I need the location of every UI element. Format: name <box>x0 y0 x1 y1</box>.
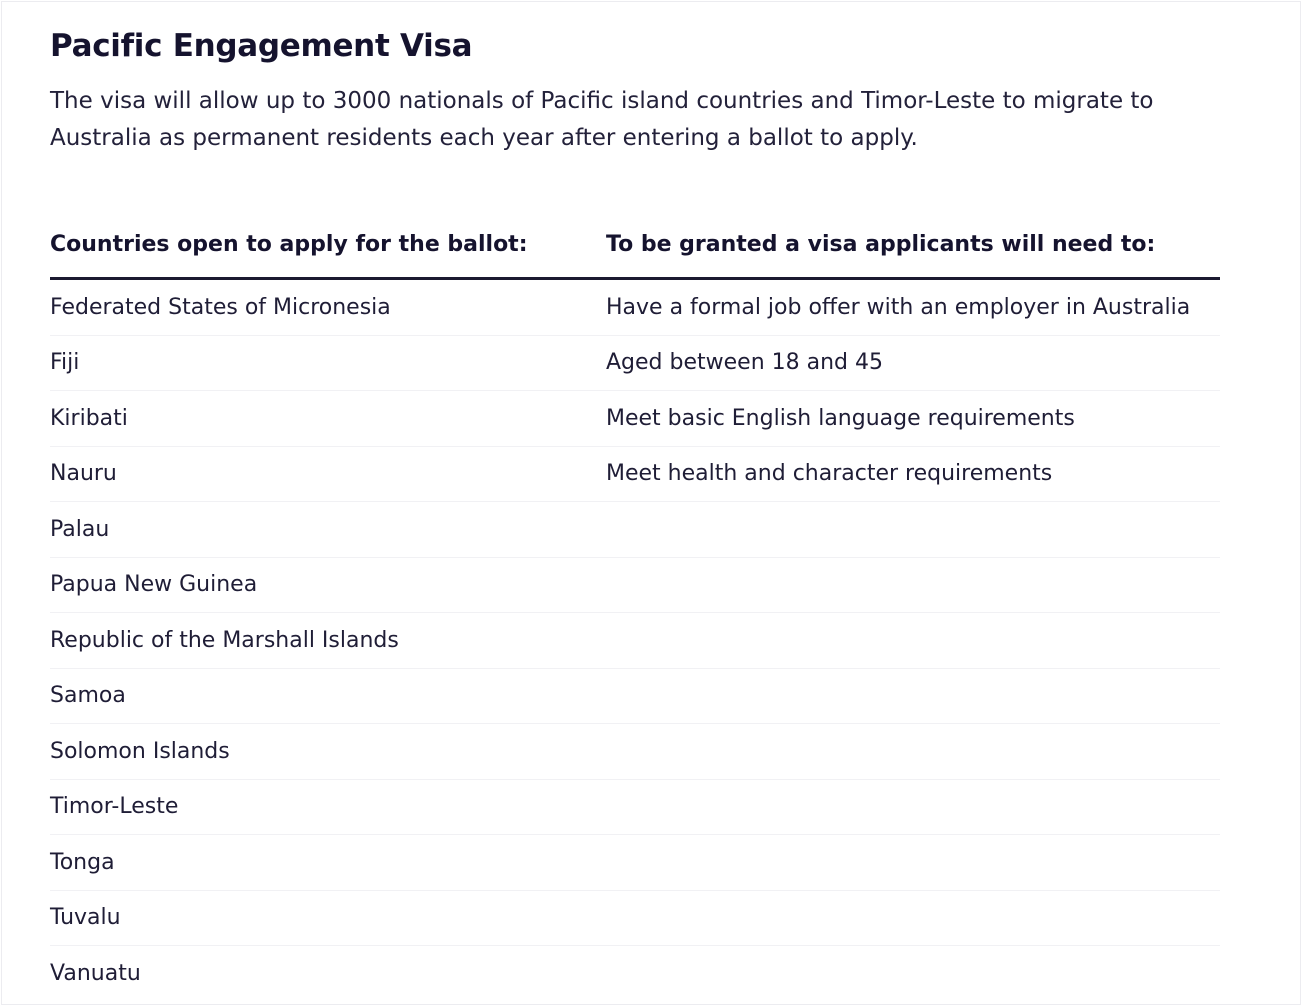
requirement-cell <box>606 668 1220 724</box>
requirement-cell: Meet basic English language requirements <box>606 391 1220 447</box>
requirement-cell <box>606 890 1220 946</box>
table-row <box>50 668 1220 724</box>
requirement-cell: Have a formal job offer with an employer in Australia <box>606 279 1220 336</box>
table-row <box>50 502 1220 558</box>
table-row <box>50 835 1220 891</box>
intro-paragraph: The visa will allow up to 3000 nationals of Pacific island countries and Timor-Leste to migrate to Australia as permanent residents each year after entering a ballot to apply. <box>50 88 1154 151</box>
country-cell: Samoa <box>50 668 606 724</box>
country-cell: Papua New Guinea <box>50 557 606 613</box>
requirement-cell <box>606 946 1220 1001</box>
header-row <box>50 211 1220 279</box>
table-row <box>50 335 1220 391</box>
country-cell: Federated States of Micronesia <box>50 279 606 336</box>
column-header-countries: Countries open to apply for the ballot: <box>50 211 606 279</box>
country-cell: Tuvalu <box>50 890 606 946</box>
requirement-cell <box>606 835 1220 891</box>
table-header <box>50 211 1220 279</box>
country-cell: Timor-Leste <box>50 779 606 835</box>
requirement-cell: Meet health and character requirements <box>606 446 1220 502</box>
country-cell: Republic of the Marshall Islands <box>50 613 606 669</box>
country-cell: Solomon Islands <box>50 724 606 780</box>
table-row <box>50 890 1220 946</box>
page-title: Pacific Engagement Visa <box>50 28 473 64</box>
country-cell: Fiji <box>50 335 606 391</box>
visa-card <box>50 24 1220 1001</box>
table-row <box>50 613 1220 669</box>
requirement-cell: Aged between 18 and 45 <box>606 335 1220 391</box>
table-row <box>50 946 1220 1001</box>
table-row <box>50 557 1220 613</box>
requirement-cell <box>606 779 1220 835</box>
country-cell: Vanuatu <box>50 960 141 986</box>
column-header-requirements: To be granted a visa applicants will need to: <box>606 211 1220 279</box>
table-row <box>50 446 1220 502</box>
country-cell: Nauru <box>50 446 606 502</box>
table-row <box>50 724 1220 780</box>
table-row <box>50 779 1220 835</box>
country-cell: Kiribati <box>50 391 606 447</box>
table-row <box>50 279 1220 336</box>
table-body <box>50 279 1220 1001</box>
visa-table <box>50 211 1220 1001</box>
table-row <box>50 391 1220 447</box>
country-cell: Palau <box>50 502 606 558</box>
requirement-cell <box>606 502 1220 558</box>
requirement-cell <box>606 613 1220 669</box>
requirement-cell <box>606 724 1220 780</box>
requirement-cell <box>606 557 1220 613</box>
country-cell: Tonga <box>50 835 606 891</box>
